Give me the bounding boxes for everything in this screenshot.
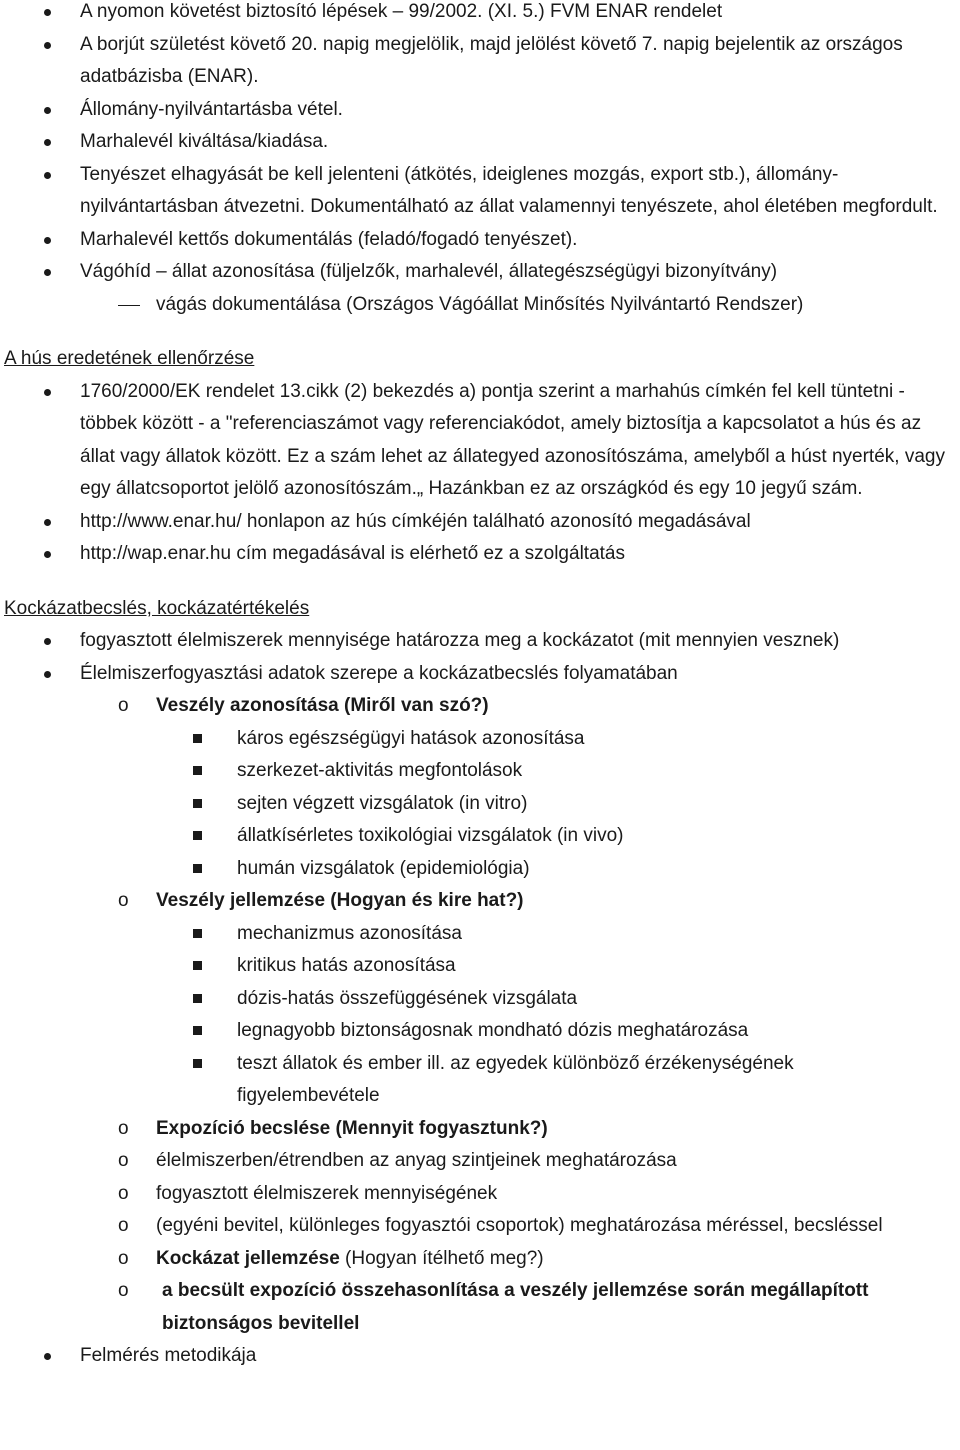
sub-item: dózis-hatás összefüggésének vizsgálata	[0, 983, 960, 1016]
sub-item: sejten végzett vizsgálatok (in vitro)	[0, 788, 960, 821]
list-item-link: http://www.enar.hu/ honlapon az hús címkéjén található azonosító megadásával	[0, 506, 960, 539]
sub-heading-risk-characterization	[0, 1243, 960, 1276]
sub-heading-exposure	[0, 1113, 960, 1146]
sub-heading-text: Veszély jellemzése (Hogyan és kire hat?)	[156, 890, 524, 911]
sub-item: kritikus hatás azonosítása	[0, 950, 960, 983]
sub-item	[0, 1275, 960, 1340]
dash-item: vágás dokumentálása (Országos Vágóállat Minősítés Nyilvántartó Rendszer)	[0, 289, 960, 322]
list-item: Élelmiszerfogyasztási adatok szerepe a kockázatbecslés folyamatában	[0, 658, 960, 691]
sub-heading-text: Veszély azonosítása (Miről van szó?)	[156, 695, 489, 716]
list-item: Vágóhíd – állat azonosítása (füljelzők, marhalevél, állategészségügyi bizonyítvány)	[0, 256, 960, 289]
sub-item: állatkísérletes toxikológiai vizsgálatok (in vivo)	[0, 820, 960, 853]
list-item: Marhalevél kiváltása/kiadása.	[0, 126, 960, 159]
section-heading-risk: Kockázatbecslés, kockázatértékelés	[4, 597, 310, 619]
list-item: Marhalevél kettős dokumentálás (feladó/fogadó tenyészet).	[0, 224, 960, 257]
list-item: A borjút születést követő 20. napig megjelölik, majd jelölést követő 7. napig bejelentik az országos adatbázisba (ENAR).	[0, 29, 960, 94]
list-item: Felmérés metodikája	[0, 1340, 960, 1373]
list-item: A nyomon követést biztosító lépések – 99/2002. (XI. 5.) FVM ENAR rendelet	[0, 0, 960, 29]
sub-item: legnagyobb biztonságosnak mondható dózis meghatározása	[0, 1015, 960, 1048]
sub-heading-hazard-characterization	[0, 885, 960, 918]
list-item: Állomány-nyilvántartásba vétel.	[0, 94, 960, 127]
sub-item-text: a becsült expozíció összehasonlítása a veszély jellemzése során megállapított biztonságos bevitellel	[162, 1280, 869, 1334]
sub-item: humán vizsgálatok (epidemiológia)	[0, 853, 960, 886]
sub-heading-text: Expozíció becslése (Mennyit fogyasztunk?)	[156, 1117, 548, 1139]
list-item: 1760/2000/EK rendelet 13.cikk (2) bekezdés a) pontja szerint a marhahús címkén fel kell tüntetni - többek között - a "referenciaszámot vagy referenciakódot, amely biztosítja a kapcsolatot a hús és az állat vagy állatok között. Ez a szám lehet az állategyed azonosítószáma, amelyből a húst nyerték, vagy egy állatcsoportot jelölő azonosítószám.„ Hazánkban ez az országkód és egy 10 jegyű szám.	[0, 376, 960, 506]
sub-heading-hazard-identification	[0, 690, 960, 723]
sub-item: teszt állatok és ember ill. az egyedek különböző érzékenységének figyelembevétele	[0, 1048, 960, 1113]
sub-item: káros egészségügyi hatások azonosítása	[0, 723, 960, 756]
sub-item: o élelmiszerben/étrendben az anyag szintjeinek meghatározása	[0, 1145, 960, 1178]
sub-heading-rest: (Hogyan ítélhető meg?)	[339, 1247, 544, 1269]
section-heading-origin: A hús eredetének ellenőrzése	[4, 348, 255, 369]
list-item-link: http://wap.enar.hu cím megadásával is elérhető ez a szolgáltatás	[0, 538, 960, 571]
sub-item: mechanizmus azonosítása	[0, 918, 960, 951]
list-item: fogyasztott élelmiszerek mennyisége határozza meg a kockázatot (mit mennyien vesznek)	[0, 625, 960, 658]
sub-item: o fogyasztott élelmiszerek mennyiségének	[0, 1178, 960, 1211]
sub-heading-text: Kockázat jellemzése	[156, 1247, 340, 1269]
sub-item: szerkezet-aktivitás megfontolások	[0, 755, 960, 788]
list-item: Tenyészet elhagyását be kell jelenteni (átkötés, ideiglenes mozgás, export stb.), állomány-nyilvántartásban átvezetni. Dokumentálható az állat valamennyi tenyészete, ahol életében megfordult.	[0, 159, 960, 224]
sub-item: o (egyéni bevitel, különleges fogyasztói csoportok) meghatározása méréssel, becsléssel	[0, 1210, 960, 1243]
